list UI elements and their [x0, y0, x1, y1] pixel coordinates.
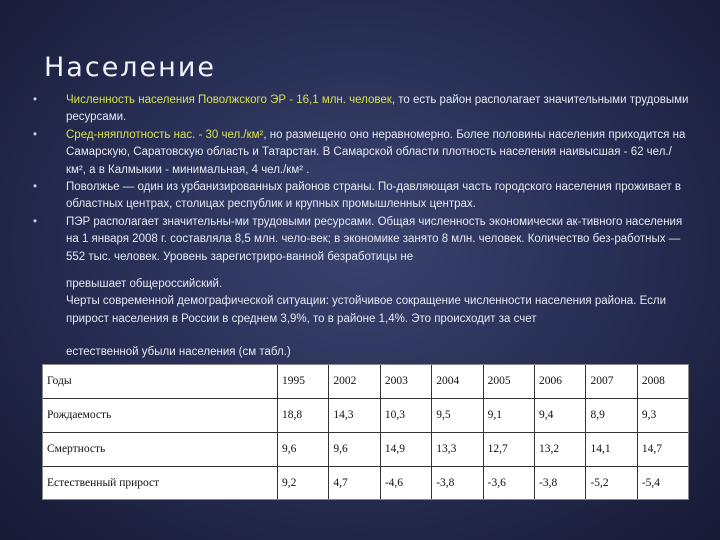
table-row-label: Рождаемость — [43, 398, 278, 432]
table-cell: 8,9 — [586, 398, 637, 432]
table-row — [43, 398, 688, 432]
table-row-label: Естественный прирост — [43, 466, 278, 499]
table-row — [43, 466, 688, 499]
table-cell: -4,6 — [380, 466, 431, 499]
bullet-dot-icon: • — [32, 94, 38, 106]
slide-title: Население — [44, 52, 216, 83]
bullet-dot-icon: • — [32, 215, 38, 228]
bullet-highlight: Численность населения Поволжского ЭР - 16,1 млн. человек — [66, 94, 392, 106]
table-cell: -3,6 — [483, 466, 534, 499]
bullet-list — [30, 92, 690, 266]
table-cell: 9,5 — [432, 398, 483, 432]
bullet-text: , но размещено оно неравномерно. Более половины населения приходится на Самарскую, Саратовскую область и Татарстан. В Самарской области плотность населения наивысшая - 62 чел./км², а в Калмыкии - минимальная, 4 чел./км² . — [66, 128, 686, 176]
table-cell: 14,7 — [637, 432, 688, 466]
table-cell: -3,8 — [535, 466, 586, 499]
demography-table-wrapper — [42, 364, 689, 500]
table-cell: -5,2 — [586, 466, 637, 499]
table-header-row — [43, 365, 688, 398]
table-header-cell: 2008 — [637, 365, 688, 398]
bullet-text: Поволжье — один из урбанизированных районов страны. По-давляющая часть городского населения проживает в областных центрах, столицах республик и крупных промышленных центрах. — [66, 181, 682, 211]
table-cell: 9,1 — [483, 398, 534, 432]
table-cell: 10,3 — [380, 398, 431, 432]
table-cell: 14,9 — [380, 432, 431, 466]
bullet-dot-icon: • — [32, 128, 38, 141]
table-cell: -5,4 — [641, 476, 661, 489]
table-header-cell: 1995 — [278, 365, 329, 398]
table-cell: 12,7 — [483, 432, 534, 466]
table-caption: естественной убыли населения (см табл.) — [66, 346, 291, 358]
bullet-item — [30, 214, 690, 266]
bullet-text: , то есть район располагает значительными трудовыми ресурсами. — [66, 94, 689, 124]
bullet-highlight: Сред-няяплотность нас. - 30 чел./км² — [66, 128, 264, 141]
table-row — [43, 432, 688, 466]
table-header-cell: 2002 — [329, 365, 380, 398]
table-header-cell: 2007 — [586, 365, 637, 398]
table-cell: 18,8 — [278, 398, 329, 432]
table-cell: 9,2 — [278, 466, 329, 499]
bullet-item — [30, 92, 690, 127]
bullet-item — [30, 179, 690, 214]
bullet-dot-icon: • — [32, 181, 38, 194]
table-header-cell: Годы — [43, 365, 278, 398]
table-row-label: Смертность — [43, 432, 278, 466]
table-header-cell: 2003 — [380, 365, 431, 398]
continuation-paragraph: превышает общероссийский. Черты современной демографической ситуации: устойчивое сокращение численности населения района. Если прирост населения в России в среднем 3,9%, то в районе 1,4%. Это происходит за счет — [66, 278, 667, 325]
table-cell: 13,3 — [432, 432, 483, 466]
bullet-item — [30, 127, 690, 179]
table-cell: 14,1 — [586, 432, 637, 466]
table-cell: 9,6 — [278, 432, 329, 466]
table-cell: 4,7 — [329, 466, 380, 499]
table-cell: -3,8 — [432, 466, 483, 499]
table-header-cell: 2005 — [483, 365, 534, 398]
demography-table — [43, 365, 688, 499]
table-cell: 9,6 — [329, 432, 380, 466]
table-header-cell: 2006 — [535, 365, 586, 398]
table-header-cell: 2004 — [432, 365, 483, 398]
table-cell: 9,3 — [637, 398, 688, 432]
table-cell: 13,2 — [535, 432, 586, 466]
table-cell: 14,3 — [329, 398, 380, 432]
bullet-text: ПЭР располагает значительны-ми трудовыми ресурсами. Общая численность экономически ак-тивного населения на 1 января 2008 г. составляла 8,5 млн. чело-век; в экономике занято 8 млн. человек. Количество без-работных — 552 тыс. человек. Уровень зарегистриро-ванной безработицы не — [66, 215, 683, 263]
table-cell: 9,4 — [535, 398, 586, 432]
